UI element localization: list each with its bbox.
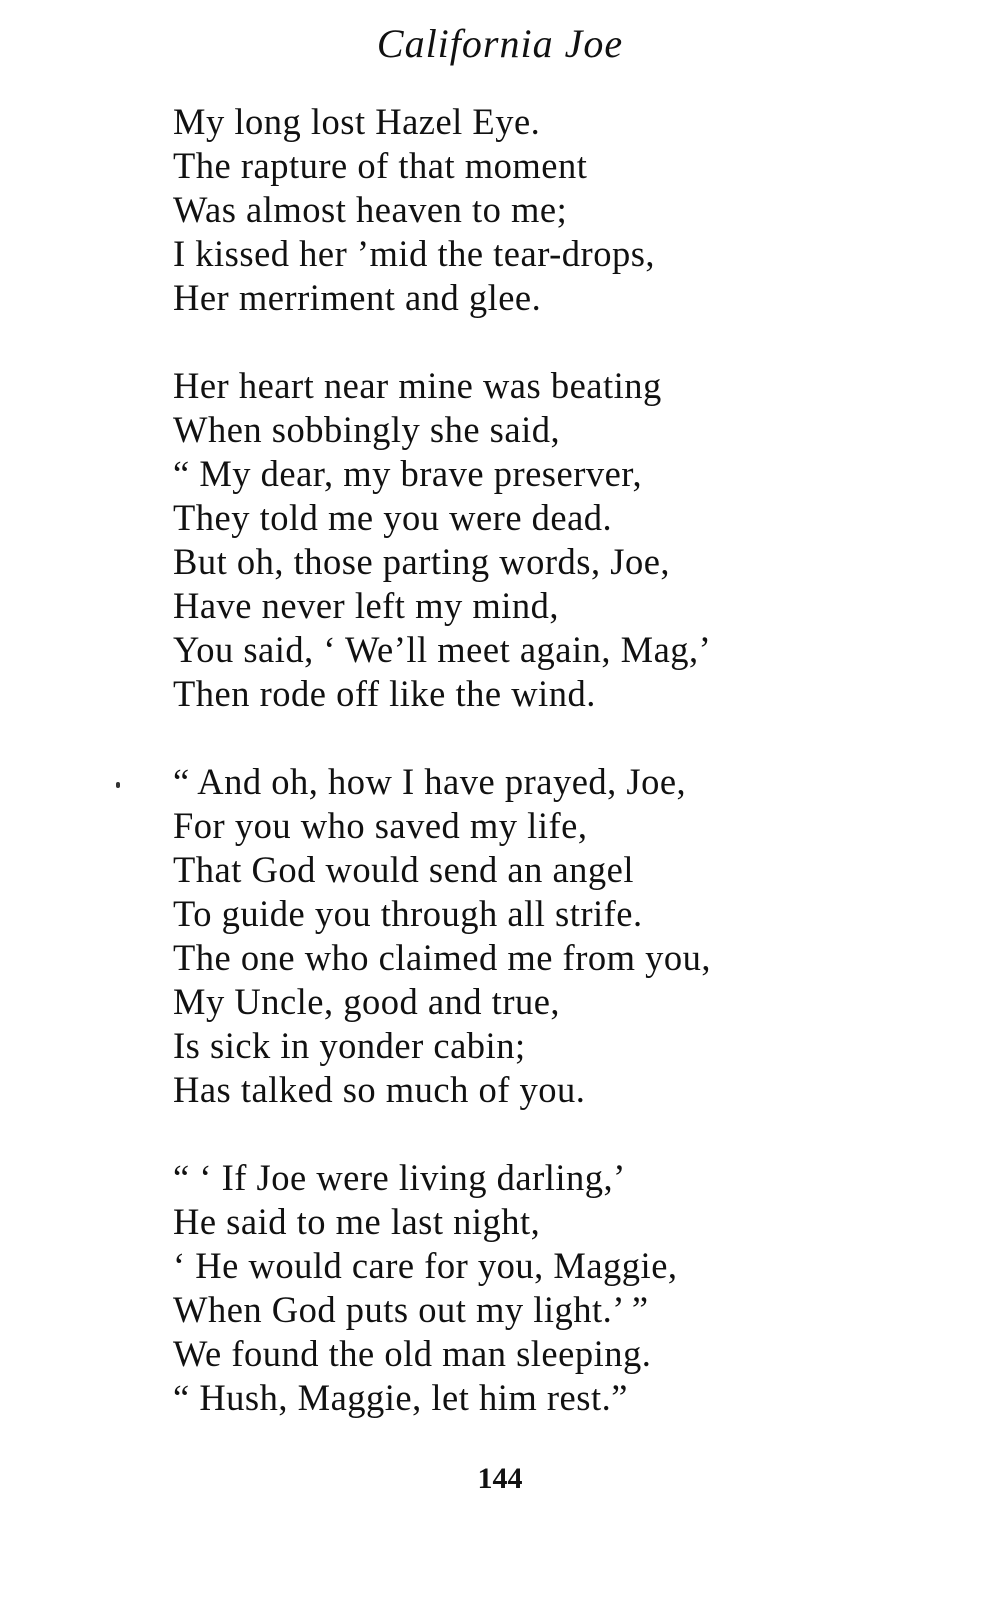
poem-line: Has talked so much of you. — [173, 1069, 586, 1110]
poem-line: Have never left my mind, — [173, 585, 560, 626]
stanza-3 — [173, 760, 973, 1112]
poem-line: “ And oh, how I have prayed, Joe, — [173, 761, 687, 802]
stanza-4 — [173, 1156, 973, 1420]
poem-line: “ My dear, my brave preserver, — [173, 453, 643, 494]
poem-line: Is sick in yonder cabin; — [173, 1025, 526, 1066]
stanza-2 — [173, 364, 973, 716]
poem-line: That God would send an angel — [173, 849, 635, 890]
poem-line: The one who claimed me from you, — [173, 937, 711, 978]
poem-line: When sobbingly she said, — [173, 409, 561, 450]
poem-line: My long lost Hazel Eye. — [173, 101, 541, 142]
poem-line: Her merriment and glee. — [173, 277, 542, 318]
running-head: California Joe — [376, 21, 624, 66]
poem-line: ‘ He would care for you, Maggie, — [173, 1245, 678, 1286]
poem-line: “ Hush, Maggie, let him rest.” — [173, 1377, 628, 1418]
stanza-1 — [173, 100, 973, 320]
poem-line: He said to me last night, — [173, 1201, 541, 1242]
poem-line: For you who saved my life, — [173, 805, 588, 846]
poem-line: Was almost heaven to me; — [173, 189, 568, 230]
poem-line: But oh, those parting words, Joe, — [173, 541, 671, 582]
poem-line: To guide you through all strife. — [173, 893, 643, 934]
poem-line: You said, ‘ We’ll meet again, Mag,’ — [173, 629, 712, 670]
poem-line: Her heart near mine was beating — [173, 365, 662, 406]
page-number: 144 — [477, 1462, 523, 1495]
poem-body — [173, 100, 973, 1464]
poem-line: Then rode off like the wind. — [173, 673, 596, 714]
poem-line: “ ‘ If Joe were living darling,’ — [173, 1157, 626, 1198]
poem-line: I kissed her ’mid the tear-drops, — [173, 233, 656, 274]
poem-line: They told me you were dead. — [173, 497, 613, 538]
poem-line: The rapture of that moment — [173, 145, 588, 186]
margin-speck — [116, 782, 120, 788]
poem-line: When God puts out my light.’ ” — [173, 1289, 649, 1330]
poem-line: We found the old man sleeping. — [173, 1333, 652, 1374]
poem-line: My Uncle, good and true, — [173, 981, 561, 1022]
